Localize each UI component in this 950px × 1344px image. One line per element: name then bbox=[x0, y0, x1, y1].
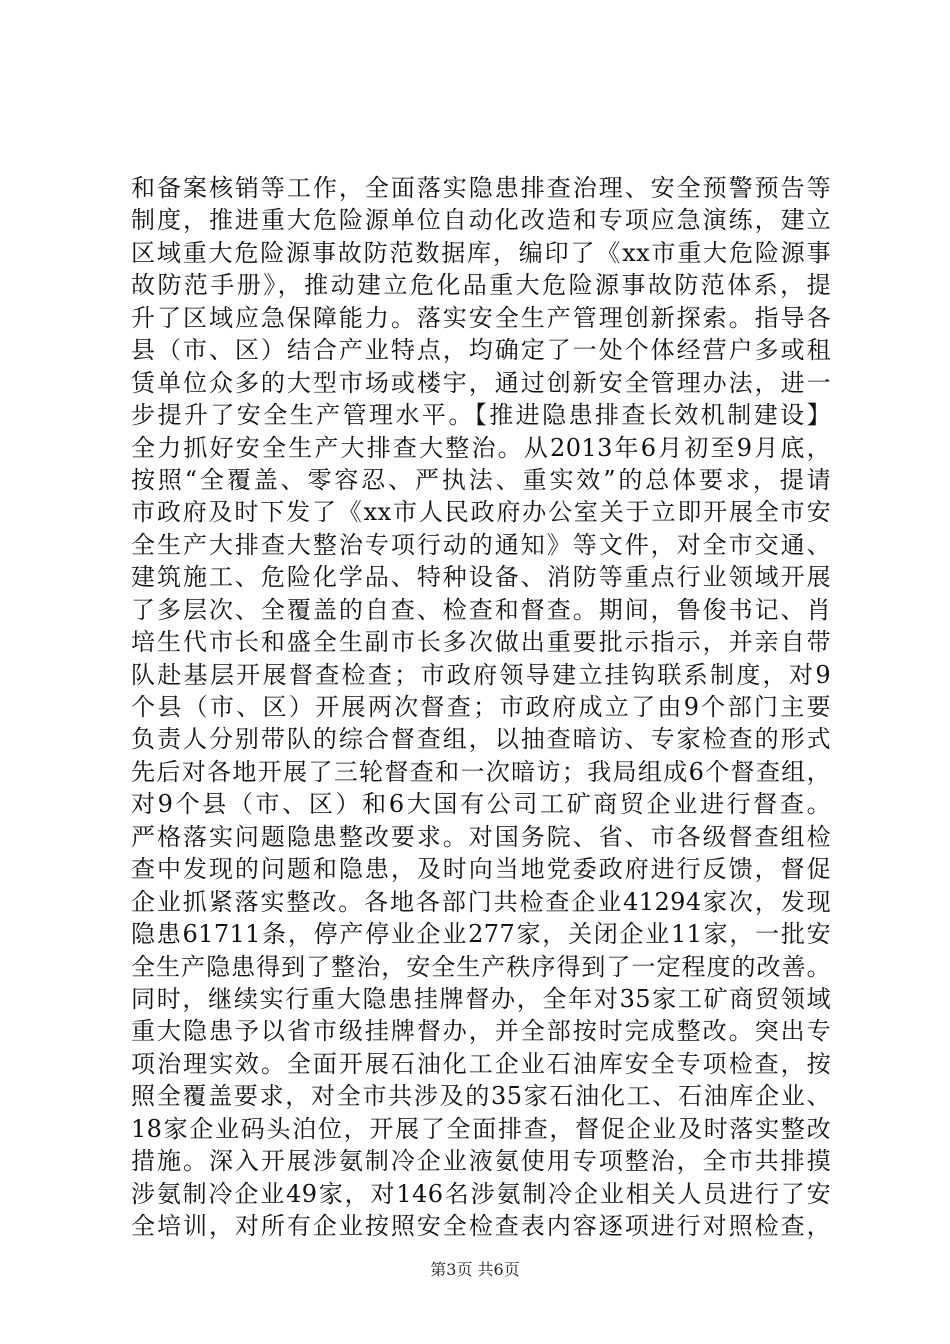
text-line: 查中发现的问题和隐患，及时向当地党委政府进行反馈，督促 bbox=[131, 855, 831, 884]
text-line: 重大隐患予以省市级挂牌督办，并全部按时完成整改。突出专 bbox=[131, 1017, 831, 1046]
text-line: 企业抓紧落实整改。各地各部门共检查企业41294家次，发现 bbox=[131, 887, 831, 916]
text-line: 区域重大危险源事故防范数据库，编印了《xx市重大危险源事 bbox=[131, 238, 831, 267]
text-line: 个县（市、区）开展两次督查；市政府成立了由9个部门主要 bbox=[131, 693, 831, 721]
text-line: 赁单位众多的大型市场或楼宇，通过创新安全管理办法，进一 bbox=[131, 368, 831, 397]
text-line: 对9个县（市、区）和6大国有公司工矿商贸企业进行督查。 bbox=[131, 790, 831, 819]
text-line: 故防范手册》，推动建立危化品重大危险源事故防范体系，提 bbox=[131, 271, 831, 300]
text-line: 措施。深入开展涉氨制冷企业液氨使用专项整治，全市共排摸 bbox=[131, 1147, 831, 1176]
text-line: 严格落实问题隐患整改要求。对国务院、省、市各级督查组检 bbox=[131, 822, 831, 851]
text-line: 县（市、区）结合产业特点，均确定了一处个体经营户多或租 bbox=[131, 336, 831, 365]
body-text bbox=[131, 172, 831, 1242]
text-line: 培生代市长和盛全生副市长多次做出重要批示指示，并亲自带 bbox=[131, 628, 831, 657]
text-line: 涉氨制冷企业49家，对146名涉氨制冷企业相关人员进行了安 bbox=[131, 1179, 831, 1208]
text-line: 负责人分别带队的综合督查组，以抽查暗访、专家检查的形式 bbox=[131, 725, 831, 754]
text-line: 全生产隐患得到了整治，安全生产秩序得到了一定程度的改善。 bbox=[131, 952, 831, 981]
text-line: 全力抓好安全生产大排查大整治。从2013年6月初至9月底， bbox=[131, 433, 831, 462]
text-line: 制度，推进重大危险源单位自动化改造和专项应急演练，建立 bbox=[131, 206, 831, 235]
text-line: 项治理实效。全面开展石油化工企业石油库安全专项检查，按 bbox=[131, 1049, 831, 1078]
text-line: 全生产大排查大整治专项行动的通知》等文件，对全市交通、 bbox=[131, 530, 831, 559]
text-line: 先后对各地开展了三轮督查和一次暗访；我局组成6个督查组， bbox=[131, 757, 831, 786]
text-line: 同时，继续实行重大隐患挂牌督办，全年对35家工矿商贸领域 bbox=[131, 984, 831, 1013]
text-line: 18家企业码头泊位，开展了全面排查，督促企业及时落实整改 bbox=[131, 1114, 831, 1143]
text-line: 按照“全覆盖、零容忍、严执法、重实效”的总体要求，提请 bbox=[131, 465, 831, 494]
text-line: 队赴基层开展督查检查；市政府领导建立挂钩联系制度，对9 bbox=[131, 660, 831, 689]
text-line: 步提升了安全生产管理水平。【推进隐患排查长效机制建设】 bbox=[131, 401, 831, 430]
text-line: 全培训，对所有企业按照安全检查表内容逐项进行对照检查， bbox=[131, 1212, 831, 1240]
page-footer: 第3页 共6页 bbox=[430, 1260, 520, 1279]
text-line: 和备案核销等工作，全面落实隐患排查治理、安全预警预告等 bbox=[131, 174, 831, 202]
text-line: 建筑施工、危险化学品、特种设备、消防等重点行业领域开展 bbox=[131, 563, 831, 592]
text-line: 了多层次、全覆盖的自查、检查和督查。期间，鲁俊书记、肖 bbox=[131, 595, 831, 624]
text-line: 市政府及时下发了《xx市人民政府办公室关于立即开展全市安 bbox=[131, 498, 831, 527]
text-line: 隐患61711条，停产停业企业277家，关闭企业11家，一批安 bbox=[131, 920, 831, 949]
text-line: 照全覆盖要求，对全市共涉及的35家石油化工、石油库企业、 bbox=[131, 1082, 831, 1111]
text-line: 升了区域应急保障能力。落实安全生产管理创新探索。指导各 bbox=[131, 303, 831, 332]
